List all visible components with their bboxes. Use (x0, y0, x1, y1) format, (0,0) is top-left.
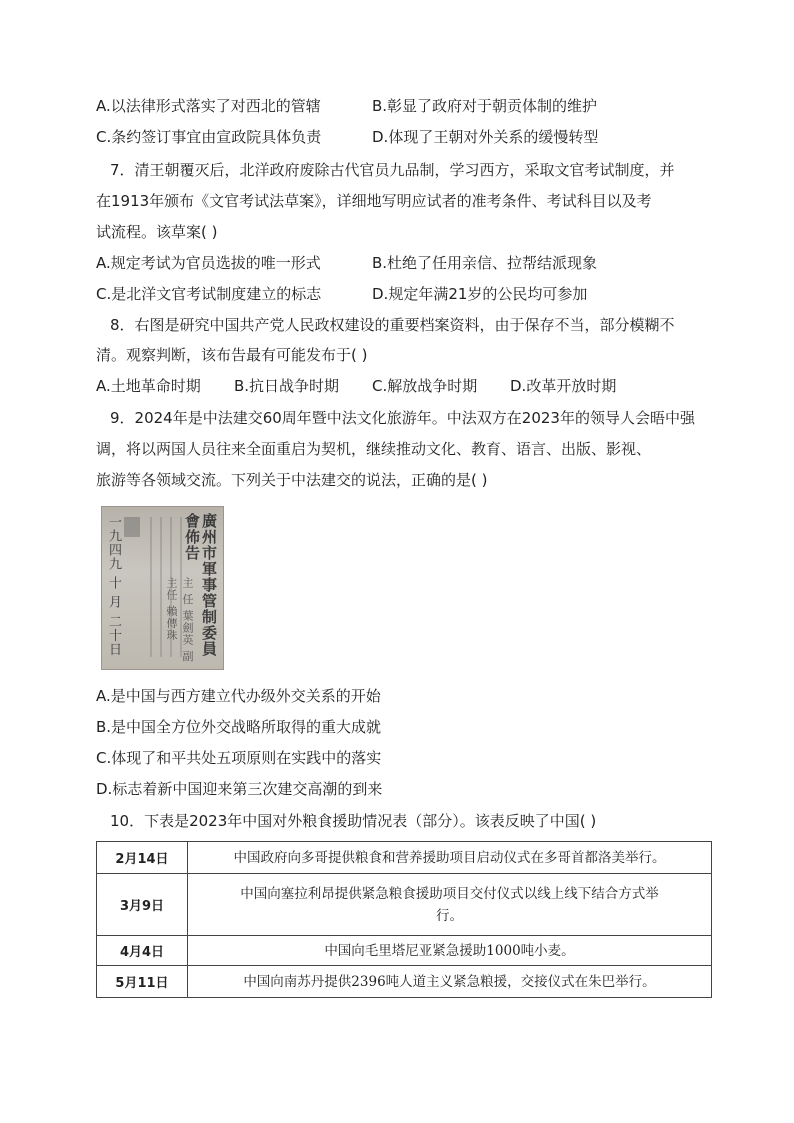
q10-stem-line1: 10．下表是2023年中国对外粮食援助情况表（部分）。该表反映了中国( ) (110, 812, 597, 830)
archival-notice-image (101, 506, 224, 670)
q8-stem-line2: 清。观察判断，该布告最有可能发布于( ) (96, 346, 368, 364)
q7-option-a: A.规定考试为官员选拔的唯一形式 (96, 254, 321, 272)
q8-option-a: A.土地革命时期 (96, 377, 201, 395)
q6-option-c: C.条约签订事宜由宣政院具体负责 (96, 128, 322, 146)
q9-stem-line2: 调，将以两国人员往来全面重启为契机，继续推动文化、教育、语言、出版、影视、 (96, 440, 652, 458)
q9-stem-line1: 9．2024年是中法建交60周年暨中法文化旅游年。中法双方在2023年的领导人会晤中强 (110, 409, 695, 427)
notice-signers: 主 任 葉劍英 副主任 賴傳珠 (165, 577, 194, 663)
q7-stem-line3: 试流程。该草案( ) (96, 223, 218, 241)
food-aid-table (96, 841, 712, 998)
q9-option-a: A.是中国与西方建立代办级外交关系的开始 (96, 687, 381, 705)
q7-option-b: B.杜绝了任用亲信、拉帮结派现象 (372, 254, 598, 272)
notice-date: 一九四九 十 月 二十日 (106, 515, 121, 657)
q6-option-a: A.以法律形式落实了对西北的管辖 (96, 97, 321, 115)
q8-stem-line1: 8．右图是研究中国共产党人民政权建设的重要档案资料，由于保存不当，部分模糊不 (110, 316, 675, 334)
q7-stem-line1: 7．清王朝覆灭后，北洋政府废除古代官员九品制，学习西方，采取文官考试制度，并 (110, 161, 675, 179)
row-date: 2月14日 (97, 842, 188, 874)
q6-option-b: B.彰显了政府对于朝贡体制的维护 (372, 97, 598, 115)
seal-stamp (124, 517, 140, 537)
q8-option-d: D.改革开放时期 (510, 377, 617, 395)
row-content: 中国向南苏丹提供2396吨人道主义紧急粮援，交接仪式在朱巴举行。 (188, 966, 712, 998)
q8-option-c: C.解放战争时期 (372, 377, 478, 395)
row-date: 3月9日 (97, 874, 188, 936)
q9-option-b: B.是中国全方位外交战略所取得的重大成就 (96, 718, 382, 736)
q7-option-d: D.规定年满21岁的公民均可参加 (372, 285, 588, 303)
row-date: 5月11日 (97, 966, 188, 998)
row-content: 中国向毛里塔尼亚紧急援助1000吨小麦。 (188, 936, 712, 966)
row-content: 中国政府向多哥提供粮食和营养援助项目启动仪式在多哥首都洛美举行。 (188, 842, 712, 874)
q9-option-c: C.体现了和平共处五项原则在实践中的落实 (96, 749, 382, 767)
table-row (97, 874, 712, 936)
q9-stem-line3: 旅游等各领域交流。下列关于中法建交的说法，正确的是( ) (96, 471, 488, 489)
row-content: 中国向塞拉利昂提供紧急粮食援助项目交付仪式以线上线下结合方式举行。 (188, 874, 712, 936)
q7-option-c: C.是北洋文官考试制度建立的标志 (96, 285, 322, 303)
notice-title: 廣州市軍事管制委員會佈告 (183, 513, 218, 657)
table-row (97, 936, 712, 966)
q6-option-d: D.体现了王朝对外关系的缓慢转型 (372, 128, 599, 146)
table-row (97, 842, 712, 874)
q9-option-d: D.标志着新中国迎来第三次建交高潮的到来 (96, 780, 383, 798)
q8-option-b: B.抗日战争时期 (234, 377, 340, 395)
q7-stem-line2: 在1913年颁布《文官考试法草案》，详细地写明应试者的准考条件、考试科目以及考 (96, 192, 652, 210)
row-date: 4月4日 (97, 936, 188, 966)
table-row (97, 966, 712, 998)
